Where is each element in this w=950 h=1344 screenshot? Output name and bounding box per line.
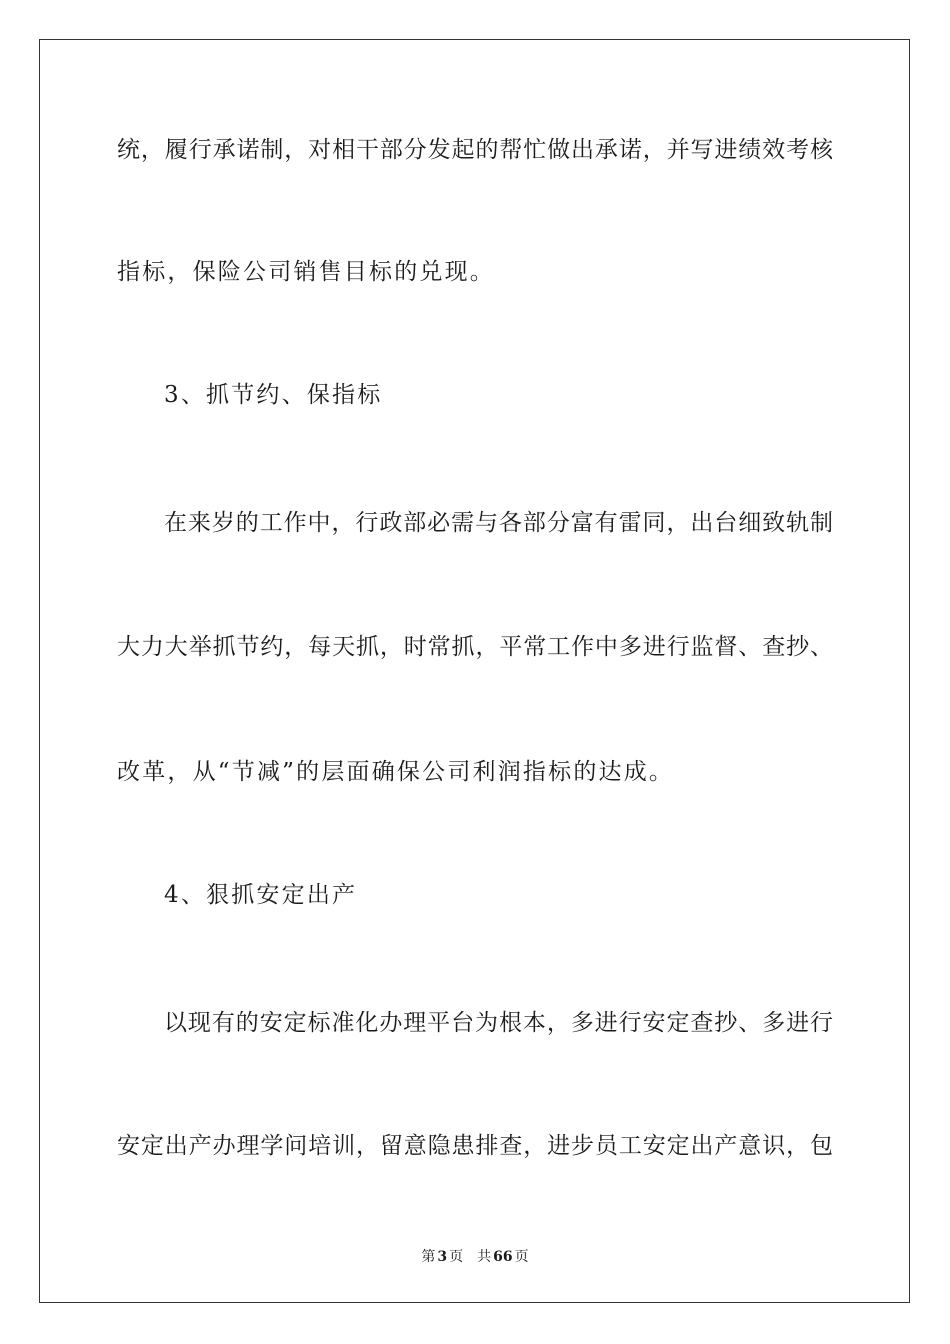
body-text-line: 统，履行承诺制，对相干部分发起的帮忙做出承诺，并写进绩效考核 <box>117 137 833 163</box>
total-pages: 66 <box>493 1249 513 1265</box>
body-text-line: 改革，从“节减”的层面确保公司利润指标的达成。 <box>117 759 675 785</box>
body-text-line: 安定出产办理学问培训，留意隐患排查，进步员工安定出产意识，包 <box>117 1133 833 1159</box>
total-prefix: 共 <box>477 1249 492 1265</box>
page-prefix: 第 <box>421 1249 436 1265</box>
page-border <box>39 39 910 1303</box>
section-heading: 4、狠抓安定出产 <box>164 882 358 908</box>
total-suffix: 页 <box>514 1249 529 1265</box>
page-footer <box>0 1248 950 1266</box>
section-heading: 3、抓节约、保指标 <box>164 382 383 408</box>
body-text-line: 在来岁的工作中，行政部必需与各部分富有雷同，出台细致轨制 <box>164 510 833 536</box>
page-suffix: 页 <box>449 1249 464 1265</box>
body-text-line: 指标，保险公司销售目标的兑现。 <box>117 259 495 285</box>
page-number: 3 <box>437 1249 448 1265</box>
body-text-line: 以现有的安定标准化办理平台为根本，多进行安定查抄、多进行 <box>164 1010 833 1036</box>
body-text-line: 大力大举抓节约，每天抓，时常抓，平常工作中多进行监督、查抄、 <box>117 634 833 660</box>
